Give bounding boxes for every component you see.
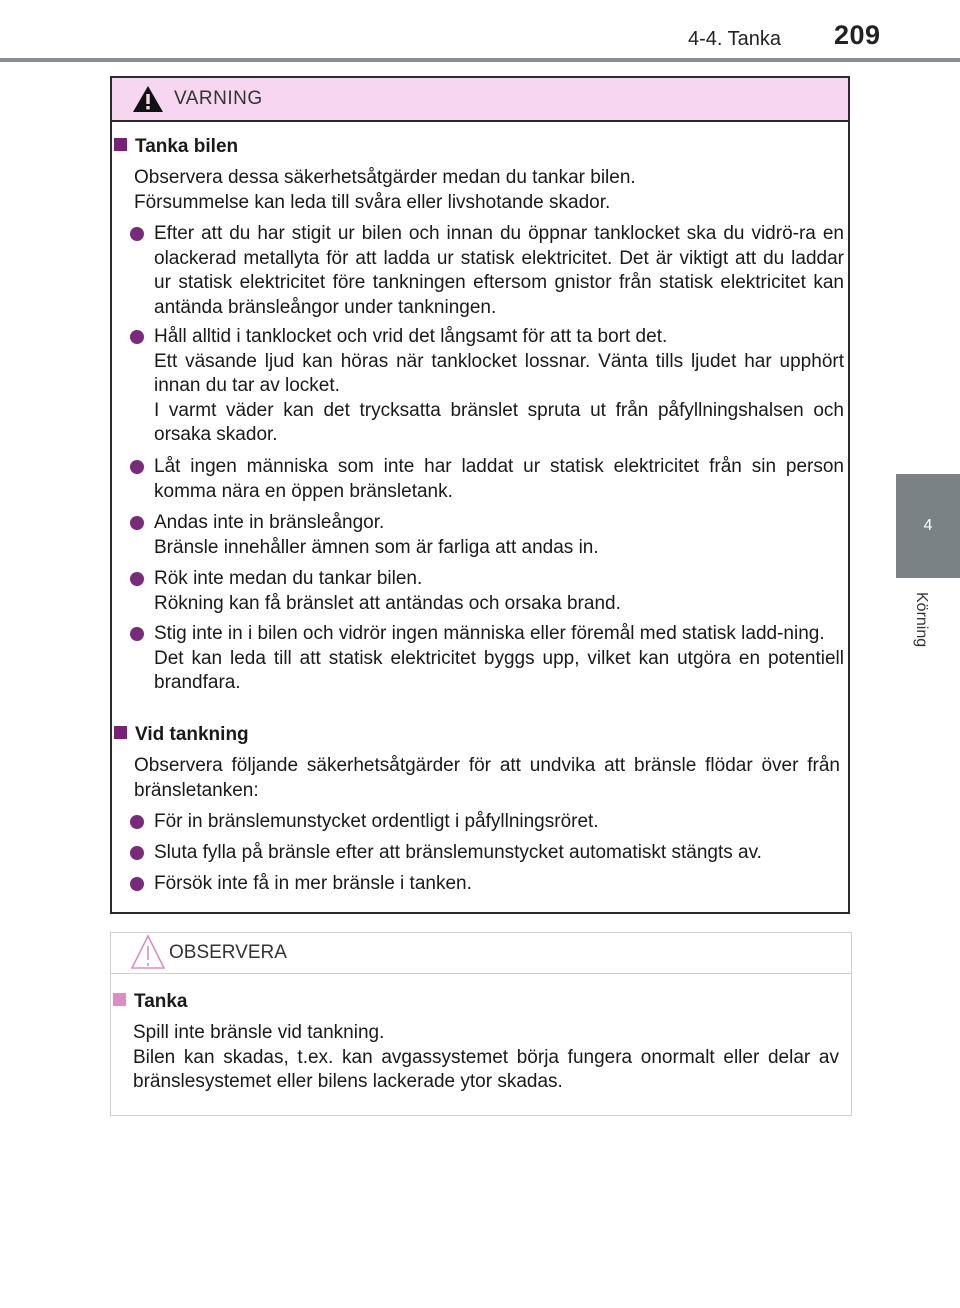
- notice-header: [111, 933, 851, 974]
- bullet-dot: [130, 846, 144, 860]
- bullet-dot: [130, 877, 144, 891]
- section-marker: [113, 993, 126, 1006]
- section-marker: [114, 726, 127, 739]
- list-item: Sluta fylla på bränsle efter att bränslemunstycket automatiskt stängts av.: [130, 841, 844, 866]
- chapter-label: Körning: [913, 592, 930, 648]
- header-rule: [0, 58, 960, 62]
- warning-triangle-icon: [132, 85, 164, 113]
- warning-section-intro: Observera dessa säkerhetsåtgärder medan du tankar bilen. Försummelse kan leda till svåra eller livshotande skador.: [134, 167, 636, 213]
- warning-section-intro: Observera följande säkerhetsåtgärder för att undvika att bränsle flödar över från bränsletanken:: [134, 755, 840, 801]
- chapter-tab[interactable]: 4: [896, 474, 960, 578]
- notice-title: OBSERVERA: [169, 942, 287, 963]
- list-item: Efter att du har stigit ur bilen och innan du öppnar tanklocket ska du vidrö-ra en olackerad metallyta för att ladda ur statisk elektricitet. Det är viktigt att du laddar ur statisk elektricitet före tankningen eftersom gnistor från statisk elektricitet kan antända bränsleångor under tankningen.: [130, 222, 844, 320]
- warning-title: VARNING: [174, 88, 263, 109]
- warning-header: [112, 78, 848, 122]
- notice-box: [110, 932, 852, 1116]
- bullet-dot: [130, 516, 144, 530]
- list-item: Stig inte in i bilen och vidrör ingen människa eller föremål med statisk ladd-ning. Det kan leda till att statisk elektricitet byggs upp, vilket kan utgöra en potentiell brandfara.: [130, 622, 844, 696]
- bullet-dot: [130, 460, 144, 474]
- warning-box: [110, 76, 850, 914]
- bullet-dot: [130, 572, 144, 586]
- bullet-dot: [130, 815, 144, 829]
- notice-body: Spill inte bränsle vid tankning. Bilen kan skadas, t.ex. kan avgassystemet börja fungera onormalt eller delar av bränslesystemet eller bilens lackerade ytor skadas.: [133, 1022, 839, 1092]
- bullet-dot: [130, 627, 144, 641]
- caution-triangle-icon: [131, 934, 165, 970]
- page-number: 209: [834, 20, 881, 50]
- bullet-dot: [130, 330, 144, 344]
- list-item: Håll alltid i tanklocket och vrid det långsamt för att ta bort det. Ett väsande ljud kan höras när tanklocket lossnar. Vänta tills ljudet har upphört innan du tar av locket. I varmt väder kan det trycksatta bränslet spruta ut från påfyllningshalsen och orsaka skador.: [130, 325, 844, 448]
- list-item: För in bränslemunstycket ordentligt i påfyllningsröret.: [130, 810, 844, 835]
- warning-section-heading: Tanka bilen: [114, 136, 238, 158]
- warning-section-heading: Vid tankning: [114, 724, 249, 746]
- section-marker: [114, 138, 127, 151]
- bullet-dot: [130, 227, 144, 241]
- notice-section-heading: Tanka: [113, 991, 188, 1013]
- list-item: Rök inte medan du tankar bilen. Rökning kan få bränslet att antändas och orsaka brand.: [130, 567, 844, 616]
- list-item: Andas inte in bränsleångor. Bränsle innehåller ämnen som är farliga att andas in.: [130, 511, 844, 560]
- list-item: Låt ingen människa som inte har laddat ur statisk elektricitet från sin person komma nära en öppen bränsletank.: [130, 455, 844, 504]
- section-title: 4-4. Tanka: [688, 28, 782, 50]
- list-item: Försök inte få in mer bränsle i tanken.: [130, 872, 844, 897]
